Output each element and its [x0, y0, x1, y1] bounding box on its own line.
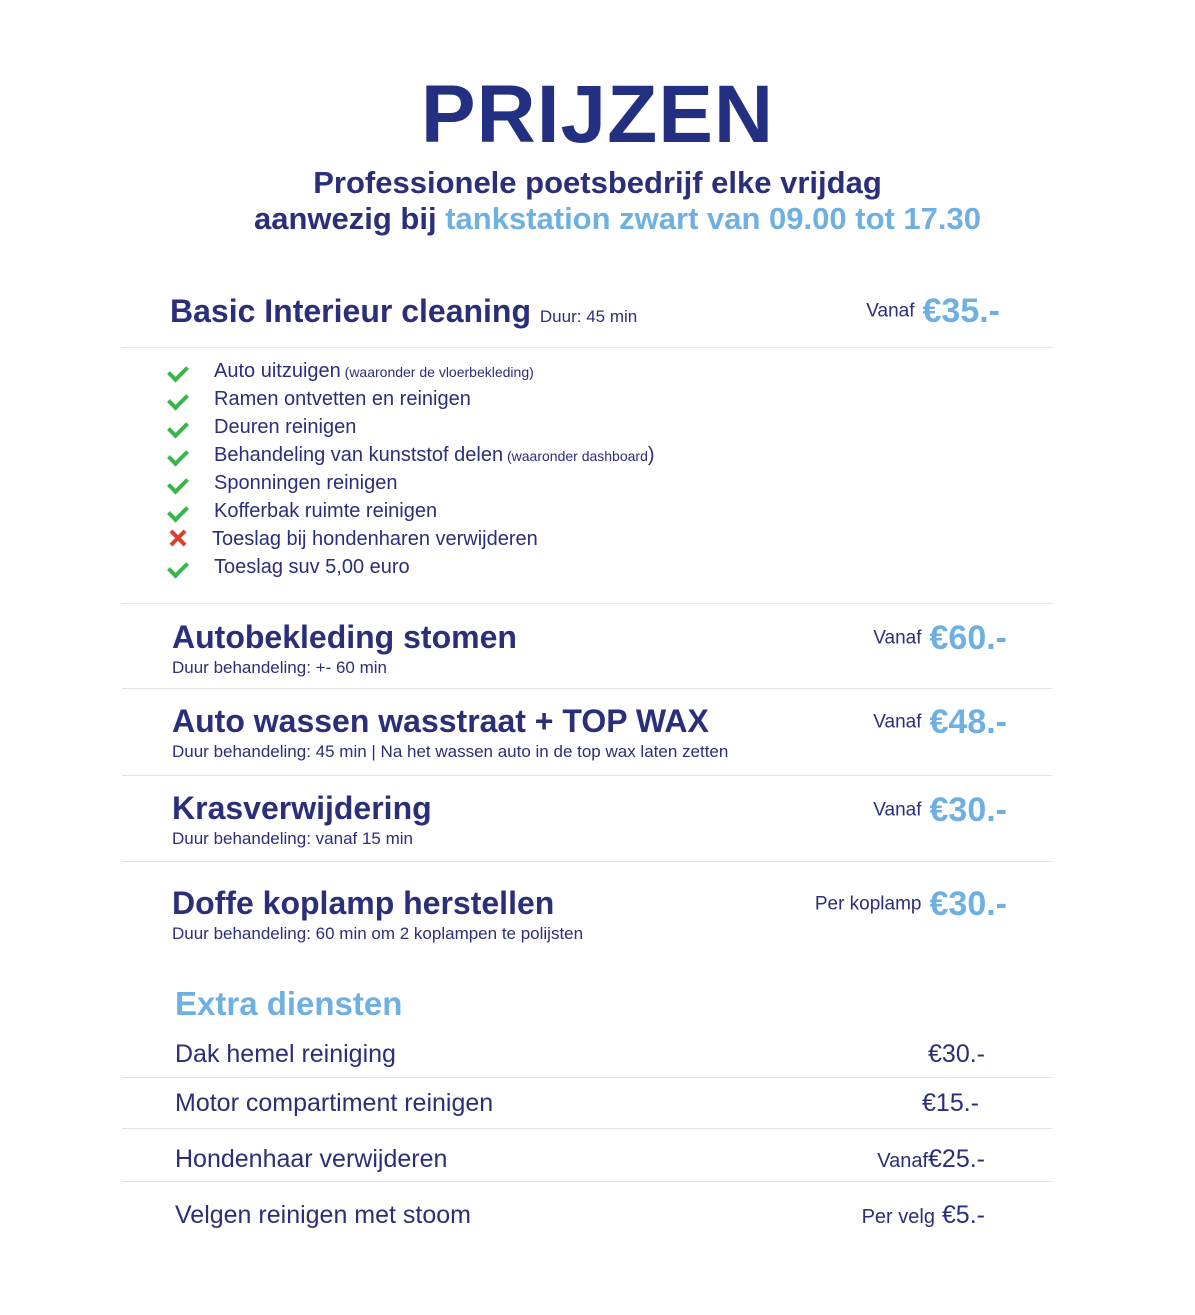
price-value: €48.-: [929, 703, 1007, 741]
extra-item-name: Hondenhaar verwijderen: [175, 1145, 448, 1173]
cross-icon: [166, 525, 192, 553]
service-price: [815, 885, 1007, 924]
feature-item: [166, 469, 398, 497]
price-label: Per velg: [861, 1206, 935, 1228]
extra-item-name: Dak hemel reiniging: [175, 1040, 396, 1068]
feature-text: Kofferbak ruimte reinigen: [214, 500, 438, 522]
basic-service-duration: Duur: 45 min: [539, 307, 638, 326]
check-icon: [166, 553, 192, 581]
extra-item-price: [928, 1040, 985, 1069]
feature-item: [166, 553, 410, 581]
feature-item: [166, 497, 437, 525]
subtitle-highlight: tankstation zwart van 09.00 tot 17.30: [445, 201, 982, 236]
basic-service-title: [170, 292, 637, 336]
divider: [122, 775, 1052, 776]
price-value: €35.-: [922, 292, 1000, 330]
extras-heading: Extra diensten: [175, 985, 403, 1022]
price-value: €60.-: [929, 619, 1007, 657]
feature-text: Deuren reinigen: [214, 416, 357, 438]
price-label: Vanaf: [873, 799, 922, 821]
feature-item: [166, 441, 655, 469]
divider: [122, 1128, 1052, 1129]
check-icon: [166, 497, 192, 525]
service-duration: Duur behandeling: 45 min | Na het wassen auto in de top wax laten zetten: [172, 742, 729, 761]
divider: [122, 603, 1052, 604]
price-value: €30.-: [929, 791, 1007, 829]
feature-text: Sponningen reinigen: [214, 472, 398, 494]
feature-text: Toeslag bij hondenharen verwijderen: [212, 528, 538, 550]
price-value: €5.-: [941, 1201, 985, 1229]
divider: [122, 347, 1052, 348]
feature-note: (waaronder de vloerbekleding): [340, 364, 534, 380]
service-name: Doffe koplamp herstellen: [172, 885, 555, 921]
service-name: Autobekleding stomen: [172, 619, 517, 655]
feature-text: Ramen ontvetten en reinigen: [214, 388, 471, 410]
basic-service-name: Basic Interieur cleaning: [170, 293, 532, 329]
service-duration: Duur behandeling: vanaf 15 min: [172, 829, 413, 848]
service-duration: Duur behandeling: +- 60 min: [172, 658, 387, 677]
feature-item: [166, 357, 534, 385]
check-icon: [166, 413, 192, 441]
price-label: Vanaf: [866, 300, 915, 322]
basic-price: [866, 292, 1000, 331]
subtitle-prefix: aanwezig bij: [253, 201, 446, 236]
extra-item-price: [877, 1145, 985, 1174]
price-value: €25.-: [928, 1145, 985, 1173]
extra-item-price: [922, 1089, 979, 1118]
feature-item: [166, 385, 471, 413]
feature-note: (waaronder dashboard: [503, 448, 648, 464]
price-label: Vanaf: [877, 1150, 929, 1172]
price-label: Per koplamp: [814, 893, 922, 915]
page-title: PRIJZEN: [420, 69, 775, 160]
service-price: [873, 791, 1007, 830]
extra-item-name: Motor compartiment reinigen: [175, 1089, 494, 1117]
feature-text: Toeslag suv 5,00 euro: [214, 556, 410, 578]
check-icon: [166, 385, 192, 413]
feature-item: [166, 413, 356, 441]
service-price: [873, 703, 1007, 742]
service-price: [873, 619, 1007, 658]
divider: [122, 688, 1052, 689]
service-name: Auto wassen wasstraat + TOP WAX: [172, 703, 709, 739]
feature-text: Auto uitzuigen: [214, 360, 341, 382]
service-duration: Duur behandeling: 60 min om 2 koplampen te polijsten: [172, 924, 584, 943]
extra-item-price: [862, 1201, 985, 1230]
subtitle-line-1: Professionele poetsbedrijf elke vrijdag: [313, 165, 882, 200]
price-value: €30.-: [929, 885, 1007, 923]
check-icon: [166, 469, 192, 497]
check-icon: [166, 357, 192, 385]
feature-text: Behandeling van kunststof delen: [214, 444, 504, 466]
service-name: Krasverwijdering: [172, 790, 432, 826]
price-value: €15.-: [922, 1089, 979, 1117]
feature-item: [166, 525, 538, 553]
extra-item-name: Velgen reinigen met stoom: [175, 1201, 472, 1229]
divider: [122, 1181, 1052, 1182]
divider: [122, 861, 1052, 862]
check-icon: [166, 441, 192, 469]
subtitle-line-2: [20, 201, 1195, 237]
price-label: Vanaf: [873, 627, 922, 649]
price-label: Vanaf: [873, 711, 922, 733]
divider: [122, 1077, 1052, 1078]
price-value: €30.-: [928, 1040, 985, 1068]
feature-note-close: ): [647, 444, 655, 466]
